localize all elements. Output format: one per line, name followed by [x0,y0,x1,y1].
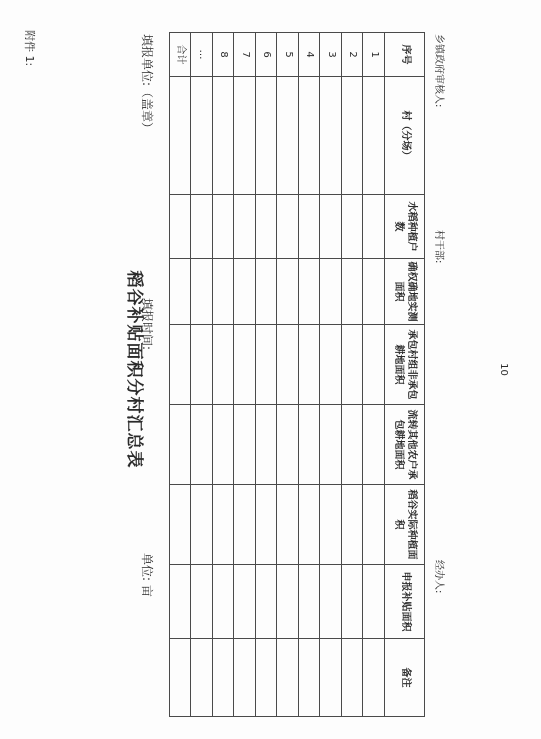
table-cell [277,259,299,325]
table-cell [320,565,342,639]
table-cell [299,77,321,195]
table-cell [170,485,192,565]
table-cell [320,77,342,195]
table-cell [170,405,192,485]
table-cell [277,325,299,405]
table-cell [342,77,364,195]
table-cell [256,195,278,259]
table-cell [277,77,299,195]
table-cell [342,325,364,405]
row-label: 1 [363,33,385,77]
column-header: 水稻种植户数 [385,195,425,259]
table-row [342,33,364,717]
column-header: 流转其他农户承包耕地面积 [385,405,425,485]
summary-table [169,32,425,717]
table-cell [234,195,256,259]
table-cell [277,485,299,565]
table-cell [256,405,278,485]
table-cell [363,259,385,325]
column-header: 村（分场） [385,77,425,195]
table-cell [320,259,342,325]
table-cell [213,195,235,259]
table-cell [299,195,321,259]
row-label: 3 [320,33,342,77]
table-row [277,33,299,717]
column-header: 稻谷实际种植面积 [385,485,425,565]
table-cell [342,565,364,639]
village-cadre-label: 村干部: [433,230,444,264]
table-cell [363,639,385,717]
column-header: 备注 [385,639,425,717]
table-cell [277,565,299,639]
table-cell [256,565,278,639]
table-cell [299,259,321,325]
table-cell [342,639,364,717]
table-cell [191,325,213,405]
table-cell [191,565,213,639]
table-cell [320,195,342,259]
table-cell [363,77,385,195]
column-header: 确权确地实测面积 [385,259,425,325]
table-cell [191,195,213,259]
table-cell [170,565,192,639]
column-header: 申报补贴面积 [385,565,425,639]
table-cell [342,259,364,325]
table-cell [191,485,213,565]
table-cell [320,639,342,717]
table-cell [363,325,385,405]
table-cell [342,195,364,259]
table-cell [342,485,364,565]
table-cell [213,565,235,639]
table-row [191,33,213,717]
table-cell [234,405,256,485]
table-row [299,33,321,717]
table-row [170,33,192,717]
table-cell [320,485,342,565]
page-number: 10 [498,363,509,376]
table-cell [213,77,235,195]
row-label: … [191,33,213,77]
column-header: 承包村组非承包耕地面积 [385,325,425,405]
table-cell [213,259,235,325]
attachment-label: 附件 1: [23,30,36,67]
table-cell [363,195,385,259]
table-cell [256,639,278,717]
table-cell [213,405,235,485]
table-row [234,33,256,717]
table-cell [213,485,235,565]
row-label: 合计 [170,33,192,77]
table-row [256,33,278,717]
row-label: 7 [234,33,256,77]
page-title: 稻谷补贴面积分村汇总表 [124,270,144,469]
table-cell [277,405,299,485]
table-row [213,33,235,717]
table-cell [320,405,342,485]
table-header-row [385,33,425,717]
table-cell [234,565,256,639]
table-cell [320,325,342,405]
handler-label: 经办人: [433,560,444,594]
table-cell [170,325,192,405]
table-cell [299,325,321,405]
table-cell [191,77,213,195]
table-cell [234,77,256,195]
row-label: 8 [213,33,235,77]
row-label: 6 [256,33,278,77]
table-cell [213,639,235,717]
table-cell [170,639,192,717]
table-cell [299,565,321,639]
table-cell [363,485,385,565]
reviewer-label: 乡镇政府审核人: [433,34,444,108]
table-cell [277,639,299,717]
table-cell [234,485,256,565]
table-cell [191,259,213,325]
table-cell [256,325,278,405]
table-cell [299,405,321,485]
table-cell [299,485,321,565]
table-cell [191,639,213,717]
table-cell [213,325,235,405]
table-cell [170,77,192,195]
unit-label: 单位: 亩 [140,553,154,597]
fill-time-label: 填报时间: [140,298,154,351]
table-cell [234,325,256,405]
table-cell [234,639,256,717]
table-cell [256,485,278,565]
column-header: 序号 [385,33,425,77]
table-cell [170,259,192,325]
row-label: 5 [277,33,299,77]
row-label: 2 [342,33,364,77]
table-cell [256,77,278,195]
table-cell [170,195,192,259]
table-cell [363,565,385,639]
table-cell [234,259,256,325]
table-cell [299,639,321,717]
table-cell [342,405,364,485]
table-cell [256,259,278,325]
table-cell [277,195,299,259]
table-row [363,33,385,717]
table-row [320,33,342,717]
fill-unit-label: 填报单位:（盖章） [140,34,154,135]
row-label: 4 [299,33,321,77]
table-cell [363,405,385,485]
table-cell [191,405,213,485]
